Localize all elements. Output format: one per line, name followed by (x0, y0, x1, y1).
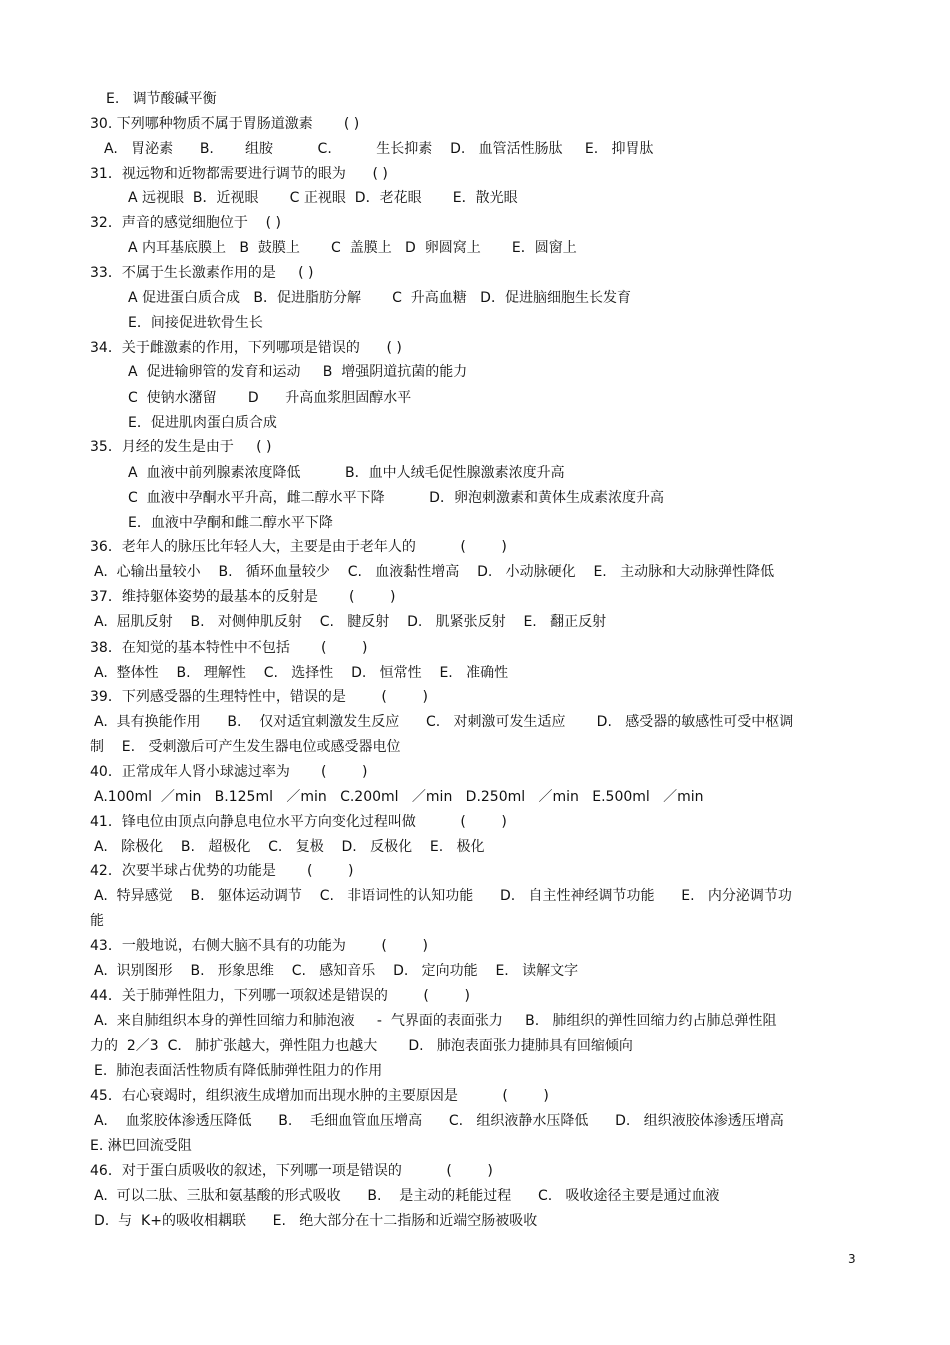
question-37: 37．维持躯体姿势的最基本的反射是 ( ) (90, 589, 396, 605)
options-35-cont: E．血液中孕酮和雌二醇水平下降 (128, 515, 333, 531)
options-37: A. 屈肌反射 B. 对侧伸肌反射 C. 腱反射 D. 肌紧张反射 E. 翻正反射 (94, 614, 607, 630)
options-40: A.100ml ／min B.125ml ／min C.200ml ／min D.250ml ／min E.500ml ／min (94, 789, 704, 805)
options-46-cont: D. 与 K+的吸收相耦联 E. 绝大部分在十二指肠和近端空肠被吸收 (94, 1213, 538, 1229)
options-38: A. 整体性 B. 理解性 C. 选择性 D. 恒常性 E. 准确性 (94, 665, 509, 681)
options-35: A 血液中前列腺素浓度降低 B．血中人绒毛促性腺激素浓度升高 (128, 465, 565, 481)
question-39: 39．下列感受器的生理特性中，错误的是 ( ) (90, 689, 428, 705)
page-number: 3 (848, 1252, 856, 1266)
question-34: 34．关于雌激素的作用，下列哪项是错误的 ( ) (90, 340, 402, 356)
options-34-cont: C 使钠水潴留 D 升高血浆胆固醇水平 (128, 390, 412, 406)
question-43: 43．一般地说，右侧大脑不具有的功能为 ( ) (90, 938, 428, 954)
question-36: 36．老年人的脉压比年轻人大，主要是由于老年人的 ( ) (90, 539, 507, 555)
options-35-cont: C 血液中孕酮水平升高，雌二醇水平下降 D．卵泡刺激素和黄体生成素浓度升高 (128, 490, 664, 506)
question-38: 38．在知觉的基本特性中不包括 ( ) (90, 640, 368, 656)
options-46: A. 可以二肽、三肽和氨基酸的形式吸收 B. 是主动的耗能过程 C. 吸收途径主要是通过血液 (94, 1188, 720, 1204)
question-46: 46．对于蛋白质吸收的叙述，下列哪一项是错误的 ( ) (90, 1163, 493, 1179)
question-31: 31．视远物和近物都需要进行调节的眼为 ( ) (90, 166, 388, 182)
options-44-cont: 力的 2／3 C. 肺扩张越大，弹性阻力也越大 D. 肺泡表面张力捷肺具有回缩倾向 (90, 1038, 633, 1054)
question-41: 41．锋电位由顶点向静息电位水平方向变化过程叫做 ( ) (90, 814, 507, 830)
question-30: 30. 下列哪种物质不属于胃肠道激素 ( ) (90, 116, 360, 132)
options-32: A 内耳基底膜上 B 鼓膜上 C 盖膜上 D 卵圆窝上 E．圆窗上 (128, 240, 577, 256)
question-40: 40．正常成年人肾小球滤过率为 ( ) (90, 764, 368, 780)
question-32: 32．声音的感觉细胞位于 ( ) (90, 215, 281, 231)
options-31: A 远视眼 B．近视眼 C 正视眼 D．老花眼 E．散光眼 (128, 190, 518, 206)
options-34: A 促进输卵管的发育和运动 B 增强阴道抗菌的能力 (128, 364, 468, 380)
options-41: A. 除极化 B. 超极化 C. 复极 D. 反极化 E. 极化 (94, 839, 485, 855)
question-35: 35．月经的发生是由于 ( ) (90, 439, 272, 455)
options-44-cont: E. 肺泡表面活性物质有降低肺弹性阻力的作用 (94, 1063, 383, 1079)
question-45: 45．右心衰竭时，组织液生成增加而出现水肿的主要原因是 ( ) (90, 1088, 549, 1104)
options-45-cont: E. 淋巴回流受阻 (90, 1138, 192, 1154)
question-42: 42．次要半球占优势的功能是 ( ) (90, 863, 354, 879)
options-39: A. 具有换能作用 B. 仅对适宜刺激发生反应 C. 对刺激可发生适应 D. 感受器的敏感性可受中枢调 (94, 714, 794, 730)
options-42-cont: 能 (90, 913, 104, 929)
options-39-cont: 制 E. 受刺激后可产生发生器电位或感受器电位 (90, 739, 401, 755)
text-line: E. 调节酸碱平衡 (106, 91, 217, 107)
options-45: A. 血浆胶体渗透压降低 B. 毛细血管血压增高 C. 组织液静水压降低 D. 组织液胶体渗透压增高 (94, 1113, 784, 1129)
options-42: A. 特异感觉 B. 躯体运动调节 C. 非语词性的认知功能 D. 自主性神经调节功能 E. 内分泌调节功 (94, 888, 792, 904)
options-44: A. 来自肺组织本身的弹性回缩力和肺泡液 - 气界面的表面张力 B. 肺组织的弹性回缩力约占肺总弹性阻 (94, 1013, 777, 1029)
options-43: A. 识别图形 B. 形象思维 C. 感知音乐 D. 定向功能 E. 读解文字 (94, 963, 579, 979)
question-44: 44．关于肺弹性阻力，下列哪一项叙述是错误的 ( ) (90, 988, 470, 1004)
options-33: A 促进蛋白质合成 B．促进脂肪分解 C 升高血糖 D．促进脑细胞生长发育 (128, 290, 631, 306)
options-34-cont: E．促进肌肉蛋白质合成 (128, 415, 277, 431)
options-33-cont: E．间接促进软骨生长 (128, 315, 263, 331)
options-30: A. 胃泌素 B. 组胺 C. 生长抑素 D. 血管活性肠肽 E. 抑胃肽 (104, 141, 654, 157)
question-33: 33．不属于生长激素作用的是 ( ) (90, 265, 314, 281)
options-36: A. 心输出量较小 B. 循环血量较少 C. 血液黏性增高 D. 小动脉硬化 E. 主动脉和大动脉弹性降低 (94, 564, 775, 580)
